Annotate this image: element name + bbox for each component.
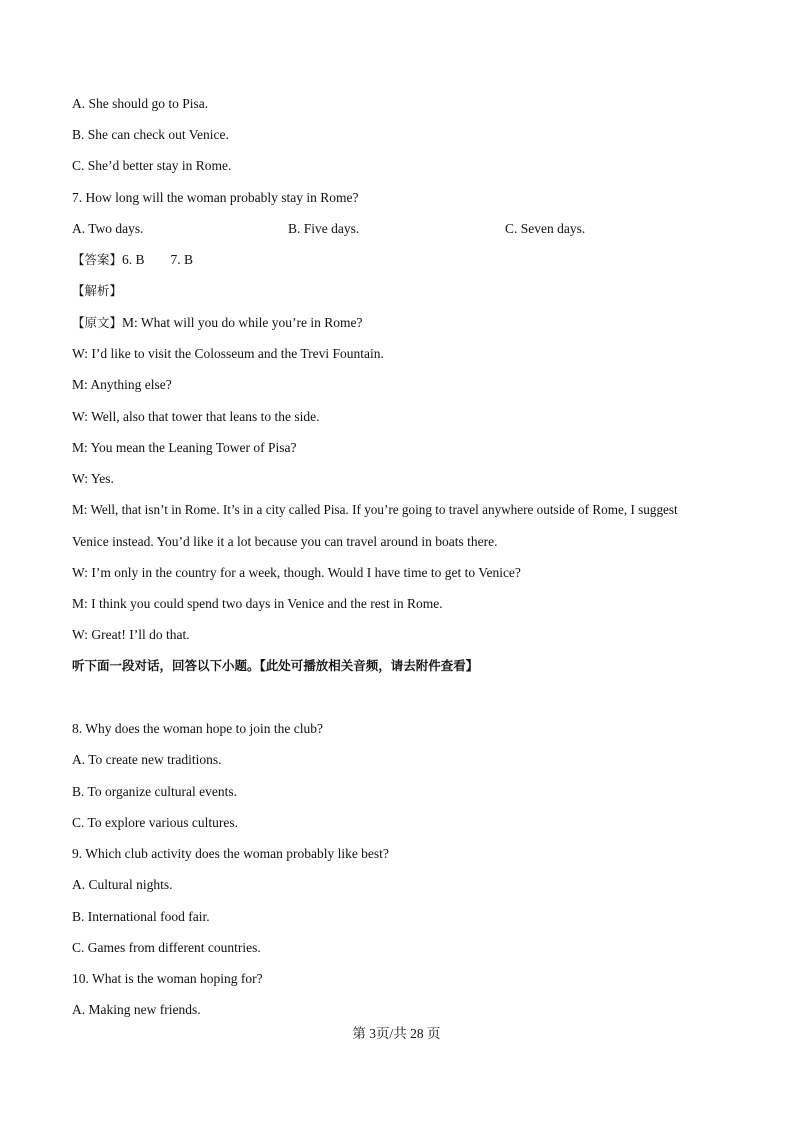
analysis-tag: 【解析】 bbox=[72, 283, 123, 298]
transcript-line-7: M: Well, that isn’t in Rome. It’s in a city called Pisa. If you’re going to travel anywhere outside of Rome, I suggest bbox=[72, 502, 678, 517]
q8-option-c: C. To explore various cultures. bbox=[72, 815, 239, 830]
q7-option-c: C. Seven days. bbox=[505, 221, 586, 236]
q6-option-c: C. She’d better stay in Rome. bbox=[72, 158, 232, 173]
transcript-line-10: M: I think you could spend two days in Venice and the rest in Rome. bbox=[72, 596, 443, 611]
q10-option-a: A. Making new friends. bbox=[72, 1002, 201, 1017]
q10-question: 10. What is the woman hoping for? bbox=[72, 971, 263, 986]
q6-option-a: A. She should go to Pisa. bbox=[72, 96, 209, 111]
transcript-line-5: M: You mean the Leaning Tower of Pisa? bbox=[72, 440, 297, 455]
q6-option-b: B. She can check out Venice. bbox=[72, 127, 229, 142]
transcript-line-6: W: Yes. bbox=[72, 471, 114, 486]
transcript-line-2: W: I’d like to visit the Colosseum and the Trevi Fountain. bbox=[72, 346, 384, 361]
q9-option-a: A. Cultural nights. bbox=[72, 877, 173, 892]
transcript-line-4: W: Well, also that tower that leans to the side. bbox=[72, 409, 320, 424]
q8-option-a: A. To create new traditions. bbox=[72, 752, 222, 767]
transcript-tag: 【原文】 bbox=[72, 315, 123, 330]
q9-option-b: B. International food fair. bbox=[72, 909, 210, 924]
q9-question: 9. Which club activity does the woman probably like best? bbox=[72, 846, 389, 861]
q9-option-c: C. Games from different countries. bbox=[72, 940, 261, 955]
transcript-line-8: Venice instead. You’d like it a lot because you can travel around in boats there. bbox=[72, 534, 498, 549]
q8-question: 8. Why does the woman hope to join the club? bbox=[72, 721, 323, 736]
transcript-line-11: W: Great! I’ll do that. bbox=[72, 627, 190, 642]
transcript-line-3: M: Anything else? bbox=[72, 377, 172, 392]
transcript-text: M: What will you do while you’re in Rome? bbox=[122, 315, 363, 330]
answer-line bbox=[72, 252, 193, 268]
q7-question: 7. How long will the woman probably stay in Rome? bbox=[72, 190, 359, 205]
q7-option-a: A. Two days. bbox=[72, 221, 144, 236]
answer-6: 6. B bbox=[122, 252, 145, 267]
section-instruction: 听下面一段对话，回答以下小题。【此处可播放相关音频，请去附件查看】 bbox=[72, 658, 479, 673]
page-number: 第 3页/共 28 页 bbox=[352, 1026, 441, 1041]
answer-tag: 【答案】 bbox=[72, 252, 123, 267]
answer-7: 7. B bbox=[170, 252, 194, 267]
transcript-line-9: W: I’m only in the country for a week, though. Would I have time to get to Venice? bbox=[72, 565, 521, 580]
transcript-line-1 bbox=[72, 315, 362, 331]
q7-option-b: B. Five days. bbox=[288, 221, 360, 236]
q8-option-b: B. To organize cultural events. bbox=[72, 784, 238, 799]
